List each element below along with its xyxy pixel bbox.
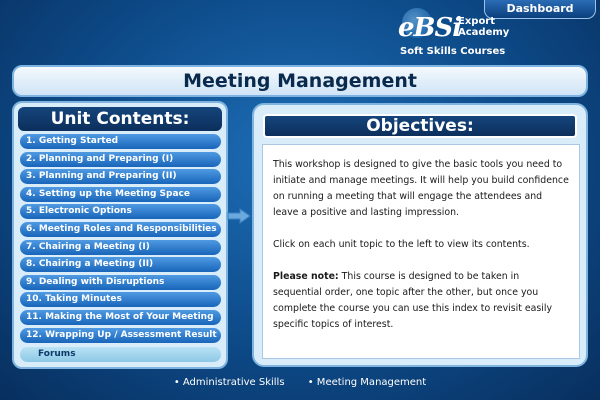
dashboard-button[interactable]: Dashboard: [484, 0, 596, 19]
breadcrumb: [0, 376, 600, 390]
logo-name: [458, 16, 509, 38]
arrow-right-icon: [227, 208, 251, 224]
unit-item-5[interactable]: 5. Electronic Options: [20, 204, 221, 219]
note-label: Please note:: [273, 271, 339, 282]
unit-item-9[interactable]: 9. Dealing with Disruptions: [20, 275, 221, 290]
objectives-paragraph-1: This workshop is designed to give the basic tools you need to initiate and manage meetings. It will help you build confidence on running a meeting that will engage the attendees and leave a positive and lasting impression.: [273, 159, 569, 218]
objectives-paragraph-2: Click on each unit topic to the left to view its contents.: [273, 239, 530, 250]
breadcrumb-item-administrative-skills[interactable]: • Administrative Skills: [173, 377, 285, 388]
unit-item-4[interactable]: 4. Setting up the Meeting Space: [20, 187, 221, 202]
unit-item-8[interactable]: 8. Chairing a Meeting (II): [20, 257, 221, 272]
objectives-note: [273, 269, 569, 333]
logo-subtitle: Soft Skills Courses: [400, 46, 506, 57]
note-text: This course is designed to be taken in sequential order, one topic after the other, but once you complete the course you can use this index to revisit easily specific topics of interest.: [273, 271, 553, 330]
logo-mark: eBSi: [398, 13, 462, 43]
breadcrumb-item-meeting-management[interactable]: • Meeting Management: [307, 377, 427, 388]
objectives-panel: [252, 103, 588, 367]
unit-item-10[interactable]: 10. Taking Minutes: [20, 292, 221, 307]
page-title: Meeting Management: [12, 65, 588, 97]
unit-item-3[interactable]: 3. Planning and Preparing (II): [20, 169, 221, 184]
unit-item-1[interactable]: 1. Getting Started: [20, 134, 221, 149]
objectives-header: Objectives:: [263, 114, 577, 138]
logo-name-line1: Export: [458, 16, 496, 27]
logo-name-line2: Academy: [458, 27, 510, 38]
ebsi-logo: [398, 6, 528, 61]
unit-item-7[interactable]: 7. Chairing a Meeting (I): [20, 240, 221, 255]
unit-contents-header: Unit Contents:: [18, 107, 222, 131]
unit-contents-panel: [12, 101, 228, 369]
unit-item-2[interactable]: 2. Planning and Preparing (I): [20, 152, 221, 167]
forums-button[interactable]: Forums: [20, 347, 221, 362]
unit-item-12[interactable]: 12. Wrapping Up / Assessment Result: [20, 328, 221, 343]
unit-item-6[interactable]: 6. Meeting Roles and Responsibilities: [20, 222, 221, 237]
unit-list: [20, 134, 221, 345]
unit-item-11[interactable]: 11. Making the Most of Your Meeting: [20, 310, 221, 325]
objectives-text-box: [262, 144, 580, 359]
